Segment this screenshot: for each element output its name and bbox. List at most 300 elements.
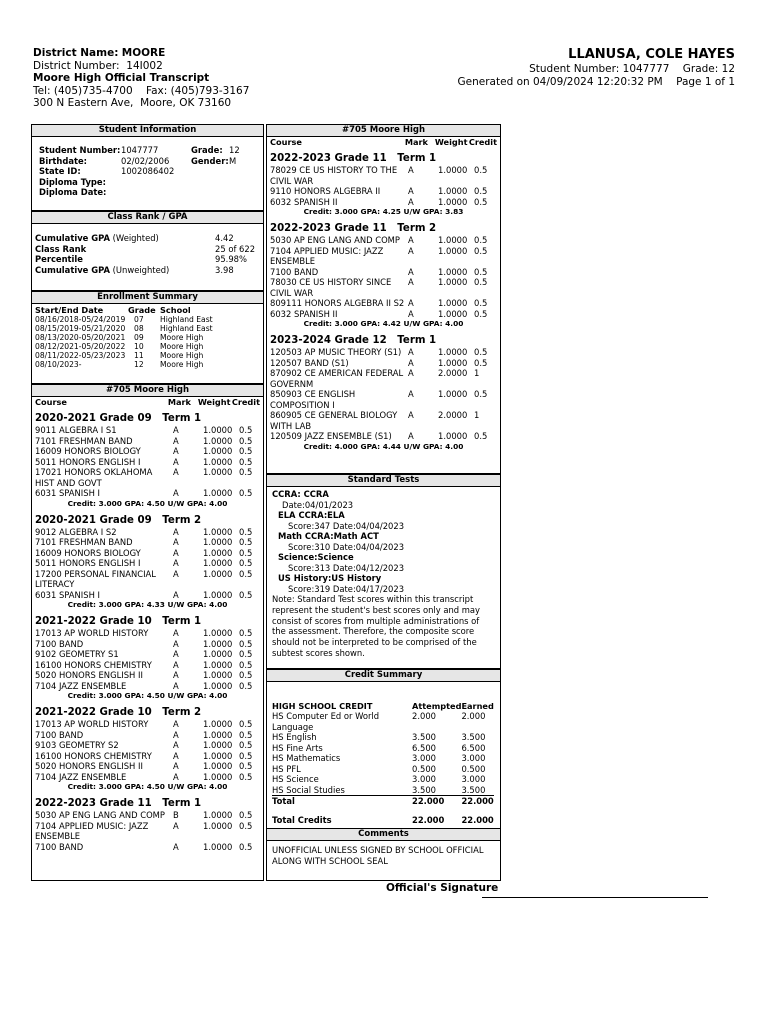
class-rank-qualifier: (Unweighted) xyxy=(109,264,170,275)
credit-earned: 3.500 xyxy=(461,784,486,795)
course-credit: 1 xyxy=(474,410,480,420)
course-credit: 0.5 xyxy=(239,719,253,729)
course-credit: 0.5 xyxy=(474,235,488,245)
course-mark: A xyxy=(173,467,179,477)
class-rank-row xyxy=(35,254,255,265)
enrollment-row xyxy=(35,324,213,333)
course-credit: 0.5 xyxy=(239,467,253,477)
course-weight: 1.0000 xyxy=(203,547,233,558)
course-weight: 1.0000 xyxy=(203,435,233,446)
course-row xyxy=(35,761,260,772)
term-summary: Credit: 3.000 GPA: 4.50 U/W GPA: 4.00 xyxy=(67,498,228,508)
course-credit: 0.5 xyxy=(474,196,488,207)
course-name: 16009 HONORS BIOLOGY xyxy=(35,446,141,456)
course-credit: 0.5 xyxy=(474,357,488,368)
credit-attempted: 3.000 xyxy=(412,753,436,763)
school-title: Moore High Official Transcript xyxy=(33,72,210,85)
gender-label: Gender: xyxy=(191,155,229,166)
district-number: 14I002 xyxy=(126,59,163,72)
course-credit: 0.5 xyxy=(239,740,253,750)
term-summary: Credit: 3.000 GPA: 4.42 U/W GPA: 4.00 xyxy=(303,319,464,328)
term-course-table xyxy=(35,527,260,601)
student-information-panel xyxy=(31,124,264,211)
course-mark: A xyxy=(173,488,179,498)
credit-category: HS Science xyxy=(272,774,319,784)
course-weight: 1.0000 xyxy=(438,266,468,277)
course-name: 9103 GEOMETRY S2 xyxy=(35,740,119,750)
course-credit: 0.5 xyxy=(239,810,253,820)
enrollment-grade: 11 xyxy=(134,351,144,360)
enrollment-grade: 07 xyxy=(134,315,144,324)
course-row xyxy=(270,186,497,197)
course-mark: A xyxy=(173,729,179,740)
comments-text: UNOFFICIAL UNLESS SIGNED BY SCHOOL OFFICIAL ALONG WITH SCHOOL SEAL xyxy=(272,845,484,866)
course-name: 6032 SPANISH II xyxy=(270,308,338,319)
course-column-headers xyxy=(270,137,497,147)
course-weight: 2.0000 xyxy=(438,368,468,378)
term-summary: Credit: 4.000 GPA: 4.44 U/W GPA: 4.00 xyxy=(303,441,464,451)
course-row xyxy=(35,425,260,436)
course-weight: 1.0000 xyxy=(203,740,233,750)
course-name: 5030 AP ENG LANG AND COMP xyxy=(35,810,165,820)
course-header-weight: Weight xyxy=(197,397,231,407)
course-name: 120507 BAND (S1) xyxy=(270,357,349,368)
course-weight: 1.0000 xyxy=(203,467,233,477)
course-credit: 0.5 xyxy=(239,526,253,537)
course-credit: 0.5 xyxy=(474,308,488,319)
course-credit: 0.5 xyxy=(239,750,253,761)
standard-tests-panel xyxy=(266,474,501,669)
course-mark: A xyxy=(173,526,179,537)
course-row xyxy=(35,670,260,681)
course-credit: 0.5 xyxy=(239,761,253,771)
course-mark: A xyxy=(408,347,414,357)
course-mark: A xyxy=(173,659,179,670)
course-weight: 1.0000 xyxy=(203,649,233,659)
course-credit: 0.5 xyxy=(239,488,253,498)
term-summary: Credit: 3.000 GPA: 4.50 U/W GPA: 4.00 xyxy=(67,782,228,791)
course-row xyxy=(35,751,260,762)
credit-attempted: 0.500 xyxy=(412,763,436,774)
course-row xyxy=(35,810,260,821)
course-credit: 0.5 xyxy=(239,589,253,600)
test-item-name: US History:US History xyxy=(278,573,382,583)
student-name: LLANUSA, COLE HAYES xyxy=(568,47,735,62)
credit-total-label: Total xyxy=(272,796,295,806)
course-header-credit: Credit xyxy=(231,397,260,407)
course-name: 6031 SPANISH I xyxy=(35,589,101,600)
course-row xyxy=(270,165,497,186)
credit-category: HS PFL xyxy=(272,763,301,774)
course-mark: A xyxy=(408,431,414,441)
term-summary: Credit: 3.000 GPA: 4.33 U/W GPA: 4.00 xyxy=(67,600,228,609)
term-title: 2022-2023 Grade 11 Term 1 xyxy=(35,798,202,809)
course-row xyxy=(35,537,260,548)
credit-attempted: 3.500 xyxy=(412,784,436,795)
credit-earned: 3.000 xyxy=(461,753,486,763)
class-rank-value: 3.98 xyxy=(215,264,234,275)
course-weight: 1.0000 xyxy=(203,719,233,729)
course-weight: 1.0000 xyxy=(203,526,233,537)
enrollment-date: 08/11/2022-05/23/2023 xyxy=(35,351,126,360)
course-weight: 1.0000 xyxy=(203,761,233,771)
course-mark: A xyxy=(173,761,179,771)
course-name: 7104 JAZZ ENSEMBLE xyxy=(35,680,127,691)
term-course-table xyxy=(35,425,260,499)
course-row xyxy=(35,569,260,590)
course-mark: A xyxy=(173,740,179,750)
course-name: 120503 AP MUSIC THEORY (S1) xyxy=(270,347,402,357)
left-school-title: #705 Moore High xyxy=(32,385,263,397)
credit-header-attempted: Attempted xyxy=(412,701,462,711)
term-title: 2021-2022 Grade 10 Term 1 xyxy=(35,616,202,627)
enrollment-school: Moore High xyxy=(160,351,204,360)
course-weight: 1.0000 xyxy=(203,750,233,761)
credit-header-earned: Earned xyxy=(461,701,494,711)
course-weight: 1.0000 xyxy=(438,277,468,287)
credit-summary-title: Credit Summary xyxy=(267,670,500,682)
test-note: Note: Standard Test scores within this transcript represent the student's best scores only and may consist of scores from multiple administrations of the assessment. Therefore, the composite score should not be interpreted to be comprised of the subtest scores shown. xyxy=(272,594,481,658)
course-name: 16100 HONORS CHEMISTRY xyxy=(35,750,152,761)
course-weight: 1.0000 xyxy=(203,659,233,670)
class-rank-label: Class Rank xyxy=(35,243,87,254)
course-name: 5030 AP ENG LANG AND COMP xyxy=(270,235,400,245)
course-credit: 0.5 xyxy=(474,186,488,196)
student-number-value: 1047777 xyxy=(121,145,159,155)
term-title: 2021-2022 Grade 10 Term 2 xyxy=(35,707,202,718)
enrollment-date: 08/16/2018-05/24/2019 xyxy=(35,315,126,324)
course-mark: A xyxy=(173,628,179,638)
course-mark: A xyxy=(173,568,179,579)
course-name: 7100 BAND xyxy=(270,266,319,277)
class-rank-panel xyxy=(31,211,264,291)
course-mark: A xyxy=(408,196,414,207)
credit-earned: 0.500 xyxy=(461,763,486,774)
class-rank-row xyxy=(35,265,255,276)
credit-attempted: 3.500 xyxy=(412,732,436,742)
course-row xyxy=(270,298,497,309)
course-name: 5011 HONORS ENGLISH I xyxy=(35,456,141,467)
credit-category: HS Fine Arts xyxy=(272,742,323,753)
enrollment-date: 08/15/2019-05/21/2020 xyxy=(35,324,126,333)
course-row xyxy=(270,235,497,246)
course-weight: 1.0000 xyxy=(203,558,233,568)
enrollment-grade: 12 xyxy=(134,360,144,369)
course-mark: A xyxy=(408,389,414,399)
course-weight: 1.0000 xyxy=(203,628,233,638)
course-name: 7101 FRESHMAN BAND xyxy=(35,537,133,547)
course-name: 860905 CE GENERAL BIOLOGY WITH LAB xyxy=(270,410,398,431)
birthdate-value: 02/02/2006 xyxy=(121,155,170,166)
course-credit: 0.5 xyxy=(239,680,253,691)
comments-panel xyxy=(266,828,501,881)
grade-label: Grade: xyxy=(191,145,223,155)
course-name: 850903 CE ENGLISH COMPOSITION I xyxy=(270,389,356,410)
credit-row xyxy=(272,785,494,796)
class-rank-title: Class Rank / GPA xyxy=(32,212,263,224)
course-name: 809111 HONORS ALGEBRA II S2 xyxy=(270,298,405,308)
course-credit: 0.5 xyxy=(239,670,253,680)
course-credit: 0.5 xyxy=(474,389,488,399)
class-rank-qualifier: (Weighted) xyxy=(109,233,159,243)
term-title: 2022-2023 Grade 11 Term 2 xyxy=(270,223,437,234)
course-weight: 1.0000 xyxy=(203,670,233,680)
class-rank-value: 95.98% xyxy=(215,254,247,264)
course-row xyxy=(35,719,260,730)
right-course-panel xyxy=(266,124,501,474)
course-credit: 0.5 xyxy=(239,446,253,456)
course-credit: 0.5 xyxy=(474,277,488,287)
course-weight: 1.0000 xyxy=(438,245,468,256)
course-credit: 0.5 xyxy=(474,347,488,357)
course-name: 5011 HONORS ENGLISH I xyxy=(35,558,141,568)
course-row xyxy=(35,821,260,842)
course-weight: 1.0000 xyxy=(203,568,233,579)
test-item-name: Science:Science xyxy=(278,552,354,562)
credit-total-earned: 22.000 xyxy=(461,796,494,806)
student-information-title: Student Information xyxy=(32,125,263,137)
total-credits-attempted: 22.000 xyxy=(412,814,445,825)
credit-category: HS Mathematics xyxy=(272,753,341,763)
course-mark: A xyxy=(173,680,179,691)
course-mark: A xyxy=(408,357,414,368)
enrollment-row xyxy=(35,360,213,369)
credit-row xyxy=(272,774,494,785)
course-credit: 0.5 xyxy=(239,435,253,446)
credit-row xyxy=(272,753,494,764)
credit-category: HS English xyxy=(272,732,317,742)
course-weight: 1.0000 xyxy=(203,425,233,435)
student-information-table xyxy=(39,145,240,198)
generated-line: Generated on 04/09/2024 12:20:32 PM Page 1 of 1 xyxy=(457,75,735,88)
course-row xyxy=(270,389,497,410)
course-name: 9012 ALGEBRA I S2 xyxy=(35,526,117,537)
credit-earned: 3.500 xyxy=(461,732,486,742)
course-mark: A xyxy=(173,670,179,680)
course-weight: 1.0000 xyxy=(438,196,468,207)
course-name: 870902 CE AMERICAN FEDERAL GOVERNM xyxy=(270,368,404,389)
course-weight: 1.0000 xyxy=(203,638,233,649)
district-name: MOORE xyxy=(121,47,166,59)
course-mark: A xyxy=(173,446,179,456)
credit-row xyxy=(272,743,494,754)
course-weight: 1.0000 xyxy=(438,347,468,357)
course-name: 120509 JAZZ ENSEMBLE (S1) xyxy=(270,431,392,441)
course-row xyxy=(35,558,260,569)
course-credit: 0.5 xyxy=(239,456,253,467)
enrollment-row xyxy=(35,351,213,360)
course-weight: 1.0000 xyxy=(203,729,233,740)
course-credit: 0.5 xyxy=(239,771,253,782)
term-title: 2023-2024 Grade 12 Term 1 xyxy=(270,335,437,346)
course-name: 17013 AP WORLD HISTORY xyxy=(35,719,149,729)
course-header-credit: Credit xyxy=(468,137,497,147)
course-credit: 0.5 xyxy=(239,628,253,638)
course-row xyxy=(35,628,260,639)
signature-line xyxy=(482,896,708,898)
course-row xyxy=(270,431,497,442)
course-row xyxy=(35,681,260,692)
course-credit: 0.5 xyxy=(239,638,253,649)
left-course-panel xyxy=(31,384,264,881)
course-mark: A xyxy=(173,456,179,467)
class-rank-row xyxy=(35,244,255,255)
grade-value: 12 xyxy=(229,145,240,155)
course-name: 9110 HONORS ALGEBRA II xyxy=(270,186,381,196)
course-row xyxy=(35,842,260,853)
course-row xyxy=(35,457,260,468)
course-row xyxy=(35,467,260,488)
course-credit: 1 xyxy=(474,368,480,378)
course-row xyxy=(35,649,260,660)
term-title: 2020-2021 Grade 09 Term 2 xyxy=(35,514,202,526)
right-school-title: #705 Moore High xyxy=(267,125,500,137)
class-rank-value: 25 of 622 xyxy=(215,243,256,254)
test-item-name: Math CCRA:Math ACT xyxy=(278,531,379,541)
enrollment-panel xyxy=(31,291,264,384)
enrollment-date: 08/13/2020-05/20/2021 xyxy=(35,333,126,342)
course-weight: 1.0000 xyxy=(203,589,233,600)
course-credit: 0.5 xyxy=(239,425,253,435)
course-credit: 0.5 xyxy=(239,537,253,547)
course-mark: A xyxy=(408,368,414,378)
course-name: 16100 HONORS CHEMISTRY xyxy=(35,659,152,670)
course-mark: A xyxy=(173,820,179,831)
credit-earned: 6.500 xyxy=(461,742,486,753)
test-item-name: ELA CCRA:ELA xyxy=(278,510,345,520)
course-credit: 0.5 xyxy=(239,558,253,568)
enrollment-date: 08/12/2021-05/20/2022 xyxy=(35,342,126,351)
course-header-course: Course xyxy=(35,397,67,407)
course-weight: 1.0000 xyxy=(203,456,233,467)
term-title: 2022-2023 Grade 11 Term 1 xyxy=(270,153,437,164)
course-mark: A xyxy=(173,771,179,782)
enrollment-header-grade: Grade xyxy=(128,305,156,315)
test-item-score: Score:313 Date:04/12/2023 xyxy=(288,562,405,573)
course-mark: A xyxy=(408,298,414,308)
course-name: 7104 APPLIED MUSIC: JAZZ ENSEMBLE xyxy=(270,245,384,266)
course-mark: A xyxy=(173,649,179,659)
course-name: 16009 HONORS BIOLOGY xyxy=(35,547,141,558)
course-mark: A xyxy=(173,638,179,649)
course-name: 5020 HONORS ENGLISH II xyxy=(35,670,143,680)
enrollment-grade: 09 xyxy=(134,333,144,342)
course-row xyxy=(270,267,497,278)
course-header-weight: Weight xyxy=(434,137,468,147)
credit-earned: 2.000 xyxy=(461,711,486,721)
enrollment-grade: 08 xyxy=(134,324,144,333)
enrollment-school: Highland East xyxy=(160,315,213,324)
district-name-label: District Name: xyxy=(33,47,119,59)
class-rank-label: Percentile xyxy=(35,254,83,264)
course-weight: 1.0000 xyxy=(438,298,468,308)
term-course-table xyxy=(270,165,497,207)
class-rank-row xyxy=(35,233,255,244)
course-credit: 0.5 xyxy=(239,568,253,579)
credit-earned: 3.000 xyxy=(461,774,486,784)
comments-title: Comments xyxy=(267,829,500,841)
course-row xyxy=(35,660,260,671)
school-phone: Tel: (405)735-4700 Fax: (405)793-3167 xyxy=(33,84,250,97)
student-number-line: Student Number: 1047777 Grade: 12 xyxy=(529,63,735,75)
course-name: 7100 BAND xyxy=(35,638,84,649)
course-name: 7100 BAND xyxy=(35,841,84,852)
course-row xyxy=(35,639,260,650)
course-weight: 1.0000 xyxy=(438,235,468,245)
enrollment-header-school: School xyxy=(160,305,191,315)
course-name: 17013 AP WORLD HISTORY xyxy=(35,628,149,638)
term-course-table xyxy=(35,628,260,691)
course-row xyxy=(270,197,497,208)
course-weight: 1.0000 xyxy=(203,820,233,831)
course-row xyxy=(270,368,497,389)
course-row xyxy=(35,740,260,751)
course-credit: 0.5 xyxy=(239,729,253,740)
credit-summary-table xyxy=(272,701,494,825)
course-row xyxy=(270,246,497,267)
course-row xyxy=(270,277,497,298)
credit-row xyxy=(272,764,494,775)
course-row xyxy=(35,527,260,538)
course-name: 17200 PERSONAL FINANCIAL LITERACY xyxy=(35,568,156,589)
student-header xyxy=(458,47,735,88)
enrollment-date: 08/10/2023- xyxy=(35,360,82,369)
test-item-score: Score:347 Date:04/04/2023 xyxy=(288,520,405,531)
credit-header-category: HIGH SCHOOL CREDIT xyxy=(272,701,373,711)
course-mark: A xyxy=(173,841,179,852)
course-mark: A xyxy=(173,750,179,761)
credit-total-row xyxy=(272,796,494,807)
credit-total-attempted: 22.000 xyxy=(412,796,445,806)
enrollment-school: Moore High xyxy=(160,360,204,369)
credit-row xyxy=(272,711,494,732)
course-row xyxy=(35,590,260,601)
course-mark: A xyxy=(408,266,414,277)
course-mark: A xyxy=(408,186,414,196)
course-header-mark: Mark xyxy=(404,137,428,147)
course-mark: A xyxy=(173,547,179,558)
term-course-table xyxy=(270,235,497,319)
course-weight: 1.0000 xyxy=(438,389,468,399)
course-weight: 1.0000 xyxy=(438,308,468,319)
term-course-table xyxy=(270,347,497,442)
class-rank-table xyxy=(35,233,255,275)
course-mark: A xyxy=(408,277,414,287)
course-credit: 0.5 xyxy=(239,659,253,670)
course-weight: 1.0000 xyxy=(203,446,233,456)
enrollment-school: Moore High xyxy=(160,333,204,342)
test-main: CCRA: CCRA xyxy=(272,489,329,499)
course-credit: 0.5 xyxy=(474,245,488,256)
enrollment-row xyxy=(35,342,213,351)
course-name: 78030 CE US HISTORY SINCE CIVIL WAR xyxy=(270,277,392,298)
course-name: 5020 HONORS ENGLISH II xyxy=(35,761,143,771)
test-item-score: Score:319 Date:04/17/2023 xyxy=(288,583,405,594)
enrollment-grade: 10 xyxy=(134,342,144,351)
course-mark: A xyxy=(173,537,179,547)
course-credit: 0.5 xyxy=(474,431,488,441)
course-name: 9102 GEOMETRY S1 xyxy=(35,649,119,659)
course-row xyxy=(270,347,497,358)
district-header xyxy=(33,47,249,110)
state-id-value: 1002086402 xyxy=(121,166,175,176)
enrollment-header-date: Start/End Date xyxy=(35,305,104,315)
district-number-label: District Number: xyxy=(33,59,120,72)
course-weight: 1.0000 xyxy=(438,165,468,175)
course-weight: 2.0000 xyxy=(438,410,468,420)
course-mark: A xyxy=(173,589,179,600)
course-weight: 1.0000 xyxy=(438,186,468,196)
